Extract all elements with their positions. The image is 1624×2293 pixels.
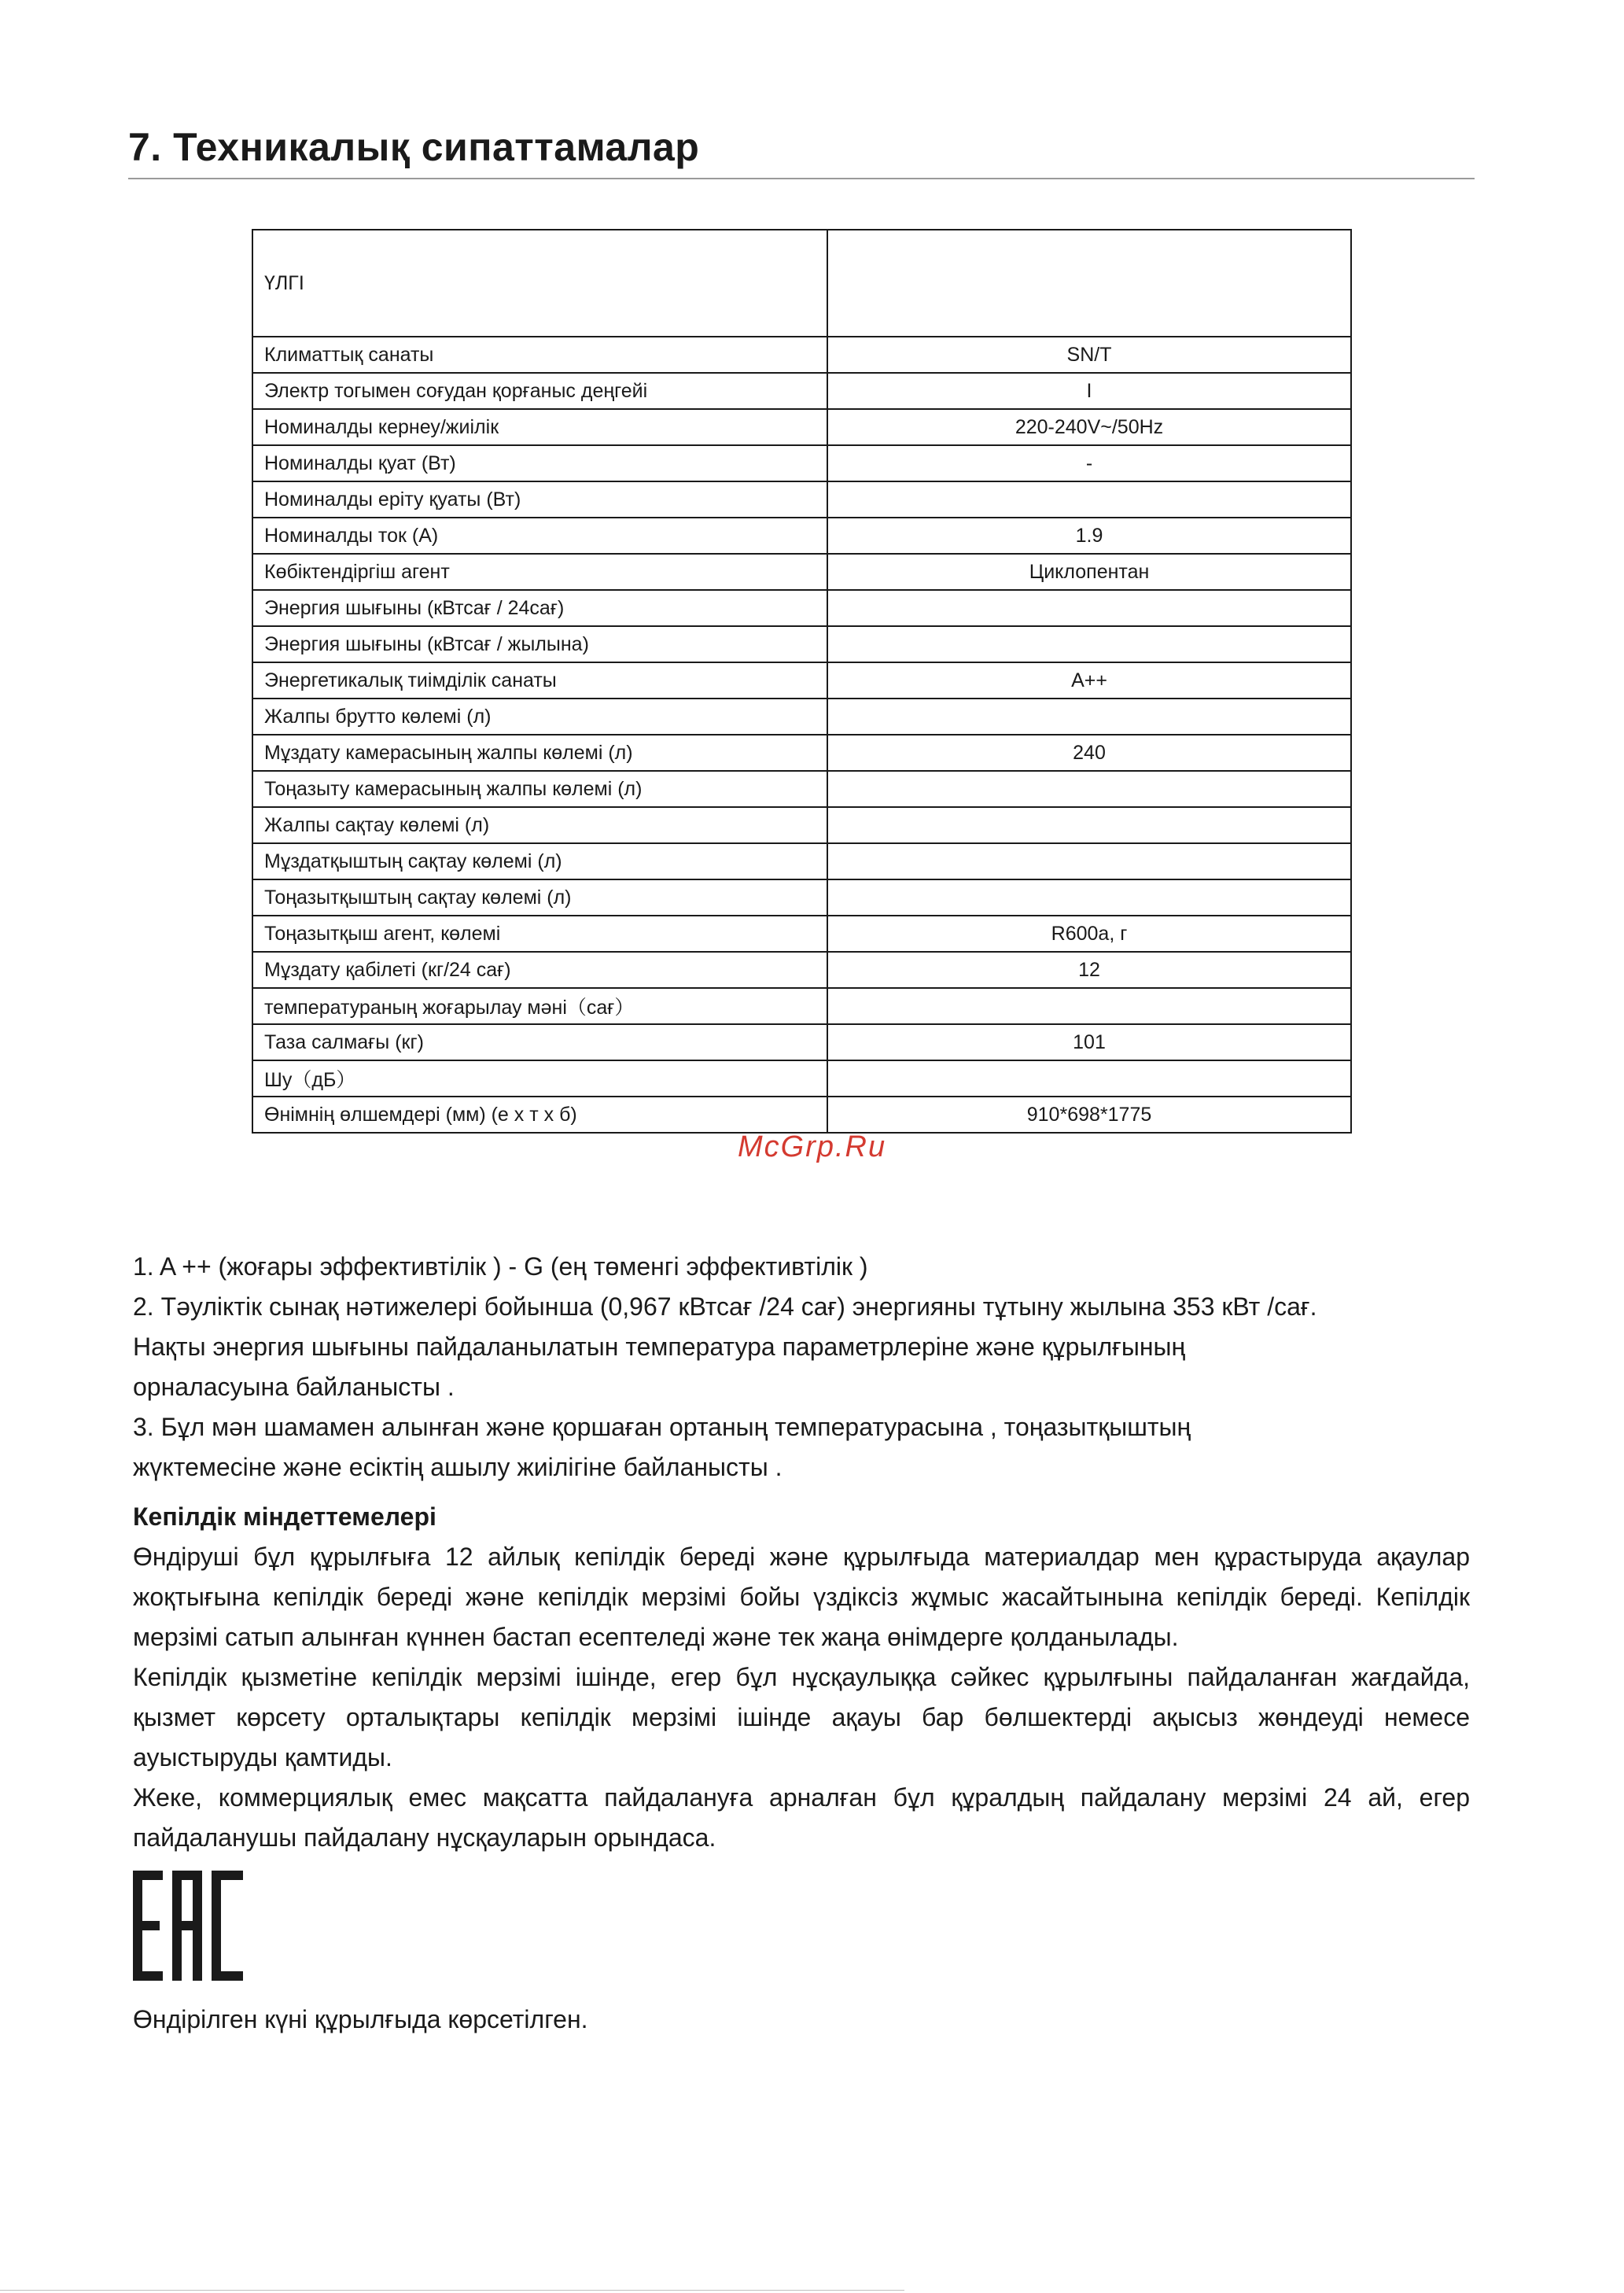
page-title: 7. Техникалық сипаттамалар — [128, 125, 700, 169]
spec-value — [827, 590, 1351, 626]
spec-value — [827, 699, 1351, 735]
footnote-line: 2. Тәуліктік сынақ нәтижелері бойынша (0,967 кВтсағ /24 сағ) энергияны тұтыну жылына 353 кВт /сағ. — [133, 1292, 1317, 1321]
table-row — [252, 590, 1351, 626]
model-label: ҮЛГІ — [252, 230, 827, 337]
table-row — [252, 952, 1351, 988]
warranty-paragraph: Жеке, коммерциялық емес мақсатта пайдалануға арналған бұл құралдың пайдалану мерзімі 24 ай, егер пайдаланушы пайдалану нұсқауларын орындаса. — [133, 1783, 1470, 1852]
specifications-table — [252, 229, 1352, 1134]
spec-label: Жалпы сақтау көлемі (л) — [252, 807, 827, 843]
spec-label: Энергия шығыны (кВтсағ / жылына) — [252, 626, 827, 662]
table-row — [252, 843, 1351, 879]
warranty-section — [133, 1497, 1470, 1858]
table-row — [252, 662, 1351, 699]
spec-value — [827, 988, 1351, 1024]
spec-value: Циклопентан — [827, 554, 1351, 590]
spec-label: Энергетикалық тиімділік санаты — [252, 662, 827, 699]
table-header-row — [252, 230, 1351, 337]
spec-value: R600a, г — [827, 916, 1351, 952]
warranty-heading: Кепілдік міндеттемелері — [133, 1502, 436, 1531]
spec-label: Көбіктендіргіш агент — [252, 554, 827, 590]
table-row — [252, 373, 1351, 409]
table-row — [252, 699, 1351, 735]
title-divider — [128, 178, 1475, 179]
table-row — [252, 735, 1351, 771]
table-row — [252, 1024, 1351, 1060]
spec-value: 101 — [827, 1024, 1351, 1060]
table-row — [252, 988, 1351, 1024]
table-row — [252, 554, 1351, 590]
footnote-line: Нақты энергия шығыны пайдаланылатын температура параметрлеріне және құрылғының — [133, 1333, 1186, 1361]
spec-value — [827, 807, 1351, 843]
spec-value — [827, 879, 1351, 916]
spec-label: Климаттық санаты — [252, 337, 827, 373]
table-row — [252, 481, 1351, 518]
watermark: McGrp.Ru — [738, 1130, 887, 1163]
warranty-paragraph: Кепілдік қызметіне кепілдік мерзімі ішінде, егер бұл нұсқаулыққа сәйкес құрылғыны пайдаланған жағдайда, қызмет көрсету орталықтары кепілдік мерзімі ішінде ақауы бар бөлшектерді ақысыз жөндеуді немесе ауыстыруды қамтиды. — [133, 1663, 1470, 1771]
warranty-paragraph: Өндіруші бұл құрылғыға 12 айлық кепілдік береді және құрылғыда материалдар мен құрастыруда ақаулар жоқтығына кепілдік береді және кепілдік мерзімі бойы үздіксіз жұмыс жасайтынына кепілдік береді. Кепілдік мерзімі сатып алынған күннен бастап есептеледі және тек жаңа өнімдерге қолданылады. — [133, 1543, 1470, 1651]
table-row — [252, 1060, 1351, 1097]
footer-divider — [0, 2290, 904, 2291]
spec-value: 220-240V~/50Hz — [827, 409, 1351, 445]
spec-value: 12 — [827, 952, 1351, 988]
spec-label: Номиналды кернеу/жиілік — [252, 409, 827, 445]
footnotes — [133, 1247, 1486, 1488]
footnote-line: 3. Бұл мән шамамен алынған және қоршаған ортаның температурасына , тоңазытқыштың — [133, 1413, 1191, 1441]
spec-value: A++ — [827, 662, 1351, 699]
spec-value — [827, 626, 1351, 662]
footnote-line: 1. A ++ (жоғары эффективтілік ) - G (ең төменгі эффективтілік ) — [133, 1252, 868, 1281]
spec-label: Жалпы брутто көлемі (л) — [252, 699, 827, 735]
spec-label: Таза салмағы (кг) — [252, 1024, 827, 1060]
eac-logo-icon — [133, 1871, 243, 1985]
table-row — [252, 337, 1351, 373]
spec-label: Тоңазытқыш агент, көлемі — [252, 916, 827, 952]
spec-label: Мұздату қабілеті (кг/24 сағ) — [252, 952, 827, 988]
spec-label: Тоңазыту камерасының жалпы көлемі (л) — [252, 771, 827, 807]
table-row — [252, 626, 1351, 662]
spec-value: 240 — [827, 735, 1351, 771]
table-row — [252, 807, 1351, 843]
spec-value: I — [827, 373, 1351, 409]
spec-value: - — [827, 445, 1351, 481]
spec-label: Номиналды қуат (Вт) — [252, 445, 827, 481]
footnote-line: жүктемесіне және есіктің ашылу жиілігіне байланысты . — [133, 1453, 783, 1481]
spec-label: Шу（дБ） — [252, 1060, 827, 1097]
spec-value — [827, 1060, 1351, 1097]
spec-label: Номиналды еріту қуаты (Вт) — [252, 481, 827, 518]
footnote-line: орналасуына байланысты . — [133, 1373, 455, 1401]
spec-label: Номиналды ток (А) — [252, 518, 827, 554]
spec-label: Мұздату камерасының жалпы көлемі (л) — [252, 735, 827, 771]
table-row — [252, 916, 1351, 952]
spec-label: Тоңазытқыштың сақтау көлемі (л) — [252, 879, 827, 916]
spec-value: 1.9 — [827, 518, 1351, 554]
spec-label: температураның жоғарылау мәні（сағ） — [252, 988, 827, 1024]
spec-label: Өнімнің өлшемдері (мм) (е х т х б) — [252, 1097, 827, 1133]
table-row — [252, 409, 1351, 445]
manufacture-date-note: Өндірілген күні құрылғыда көрсетілген. — [133, 2005, 588, 2033]
spec-label: Мұздатқыштың сақтау көлемі (л) — [252, 843, 827, 879]
spec-value — [827, 481, 1351, 518]
table-row — [252, 445, 1351, 481]
table-row — [252, 879, 1351, 916]
model-value — [827, 230, 1351, 337]
table-row — [252, 518, 1351, 554]
spec-label: Электр тогымен соғудан қорғаныс деңгейі — [252, 373, 827, 409]
spec-label: Энергия шығыны (кВтсағ / 24сағ) — [252, 590, 827, 626]
table-row — [252, 1097, 1351, 1133]
spec-value: 910*698*1775 — [827, 1097, 1351, 1133]
table-row — [252, 771, 1351, 807]
spec-value — [827, 843, 1351, 879]
spec-value — [827, 771, 1351, 807]
spec-value: SN/T — [827, 337, 1351, 373]
